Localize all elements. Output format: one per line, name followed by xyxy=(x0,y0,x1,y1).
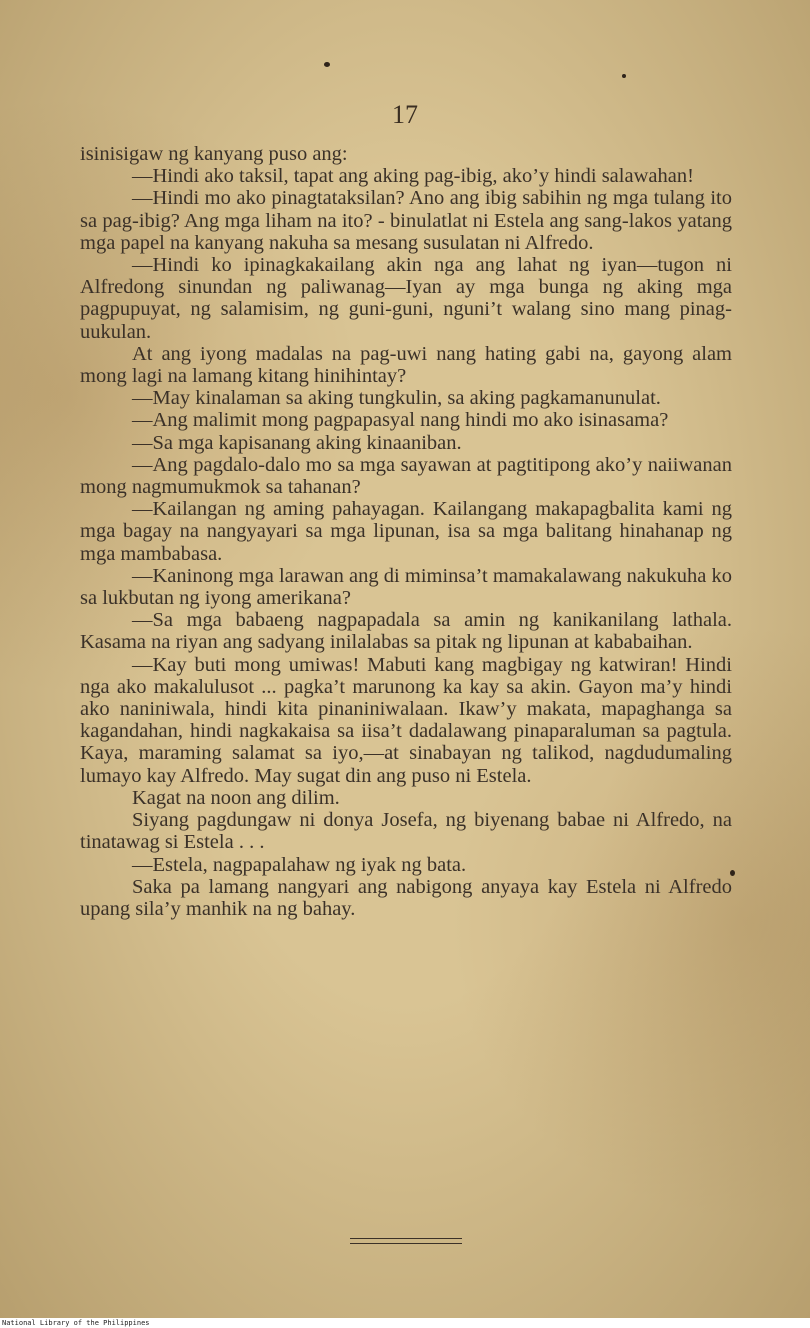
paragraph: —Kay buti mong umiwas! Mabuti kang magbigay ng katwiran! Hindi nga ako makalulusot ... pagka’t marunong ka kay sa akin. Gayon ma’y hindi ako naniniwala, hindi kita pinaniniwalaan. Ikaw’y makata, mapaghanga sa kagandahan, hindi nagkakaisa sa iisa’t dadalawang pinaparaluman sa pagtula. Kaya, maraming salamat sa iyo,—at sinabayan ng talikod, nagdudumaling lumayo kay Alfredo. May sugat din ang puso ni Estela. xyxy=(80,653,732,787)
paragraph: —Hindi ko ipinagkakailang akin nga ang lahat ng iyan—tugon ni Alfredong sinundan ng paliwanag—Iyan ay mga bunga ng aking mga pagpupuyat, ng salamisim, ng guni-guni, nguni’t walang sino mang pinag-uukulan. xyxy=(80,254,732,343)
paragraph: —Sa mga babaeng nagpapadala sa amin ng kanikanilang lathala. Kasama na riyan ang sadyang inilalabas sa pitak ng lipunan at kababaihan. xyxy=(80,609,732,654)
paragraph: Saka pa lamang nangyari ang nabigong anyaya kay Estela ni Alfredo upang sila’y manhik na ng bahay. xyxy=(80,875,732,920)
body-text xyxy=(80,143,732,920)
paragraph: —May kinalaman sa aking tungkulin, sa aking pagkamanunulat. xyxy=(132,387,661,410)
paragraph: Kagat na noon ang dilim. xyxy=(132,786,340,809)
paragraph: —Sa mga kapisanang aking kinaaniban. xyxy=(132,431,462,454)
ink-speck xyxy=(622,74,626,78)
paragraph: —Kailangan ng aming pahayagan. Kailangang makapagbalita kami ng mga bagay na nangyayari sa mga lipunan, isa sa mga balitang hinahanap ng mga mambabasa. xyxy=(80,498,732,565)
paragraph: —Hindi mo ako pinagtataksilan? Ano ang ibig sabihin ng mga tulang ito sa pag-ibig? Ang mga liham na ito? - binulatlat ni Estela ang sang-lakos yatang mga papel na kanyang nakuha sa mesang susulatan ni Alfredo. xyxy=(80,187,732,254)
ink-speck xyxy=(324,62,330,67)
page-number: 17 xyxy=(392,100,418,129)
library-credit: National Library of the Philippines xyxy=(2,1319,150,1327)
paragraph: —Ang pagdalo-dalo mo sa mga sayawan at pagtitipong ako’y naiiwanan mong nagmumukmok sa tahanan? xyxy=(80,453,732,499)
paragraph: Siyang pagdungaw ni donya Josefa, ng biyenang babae ni Alfredo, na tinatawag si Estela . . . xyxy=(80,809,732,854)
paragraph: isinisigaw ng kanyang puso ang: xyxy=(80,143,348,165)
paragraph: —Kaninong mga larawan ang di miminsa’t mamakalawang nakukuha ko sa lukbutan ng iyong amerikana? xyxy=(80,564,732,610)
paragraph: —Estela, nagpapalahaw ng iyak ng bata. xyxy=(132,853,467,876)
paragraph: —Hindi ako taksil, tapat ang aking pag-ibig, ako’y hindi salawahan! xyxy=(132,165,694,188)
paragraph: —Ang malimit mong pagpapasyal nang hindi mo ako isinasama? xyxy=(132,409,669,432)
section-divider xyxy=(350,1238,462,1244)
paragraph: At ang iyong madalas na pag-uwi nang hating gabi na, gayong alam mong lagi na lamang kitang hinihintay? xyxy=(80,342,732,388)
